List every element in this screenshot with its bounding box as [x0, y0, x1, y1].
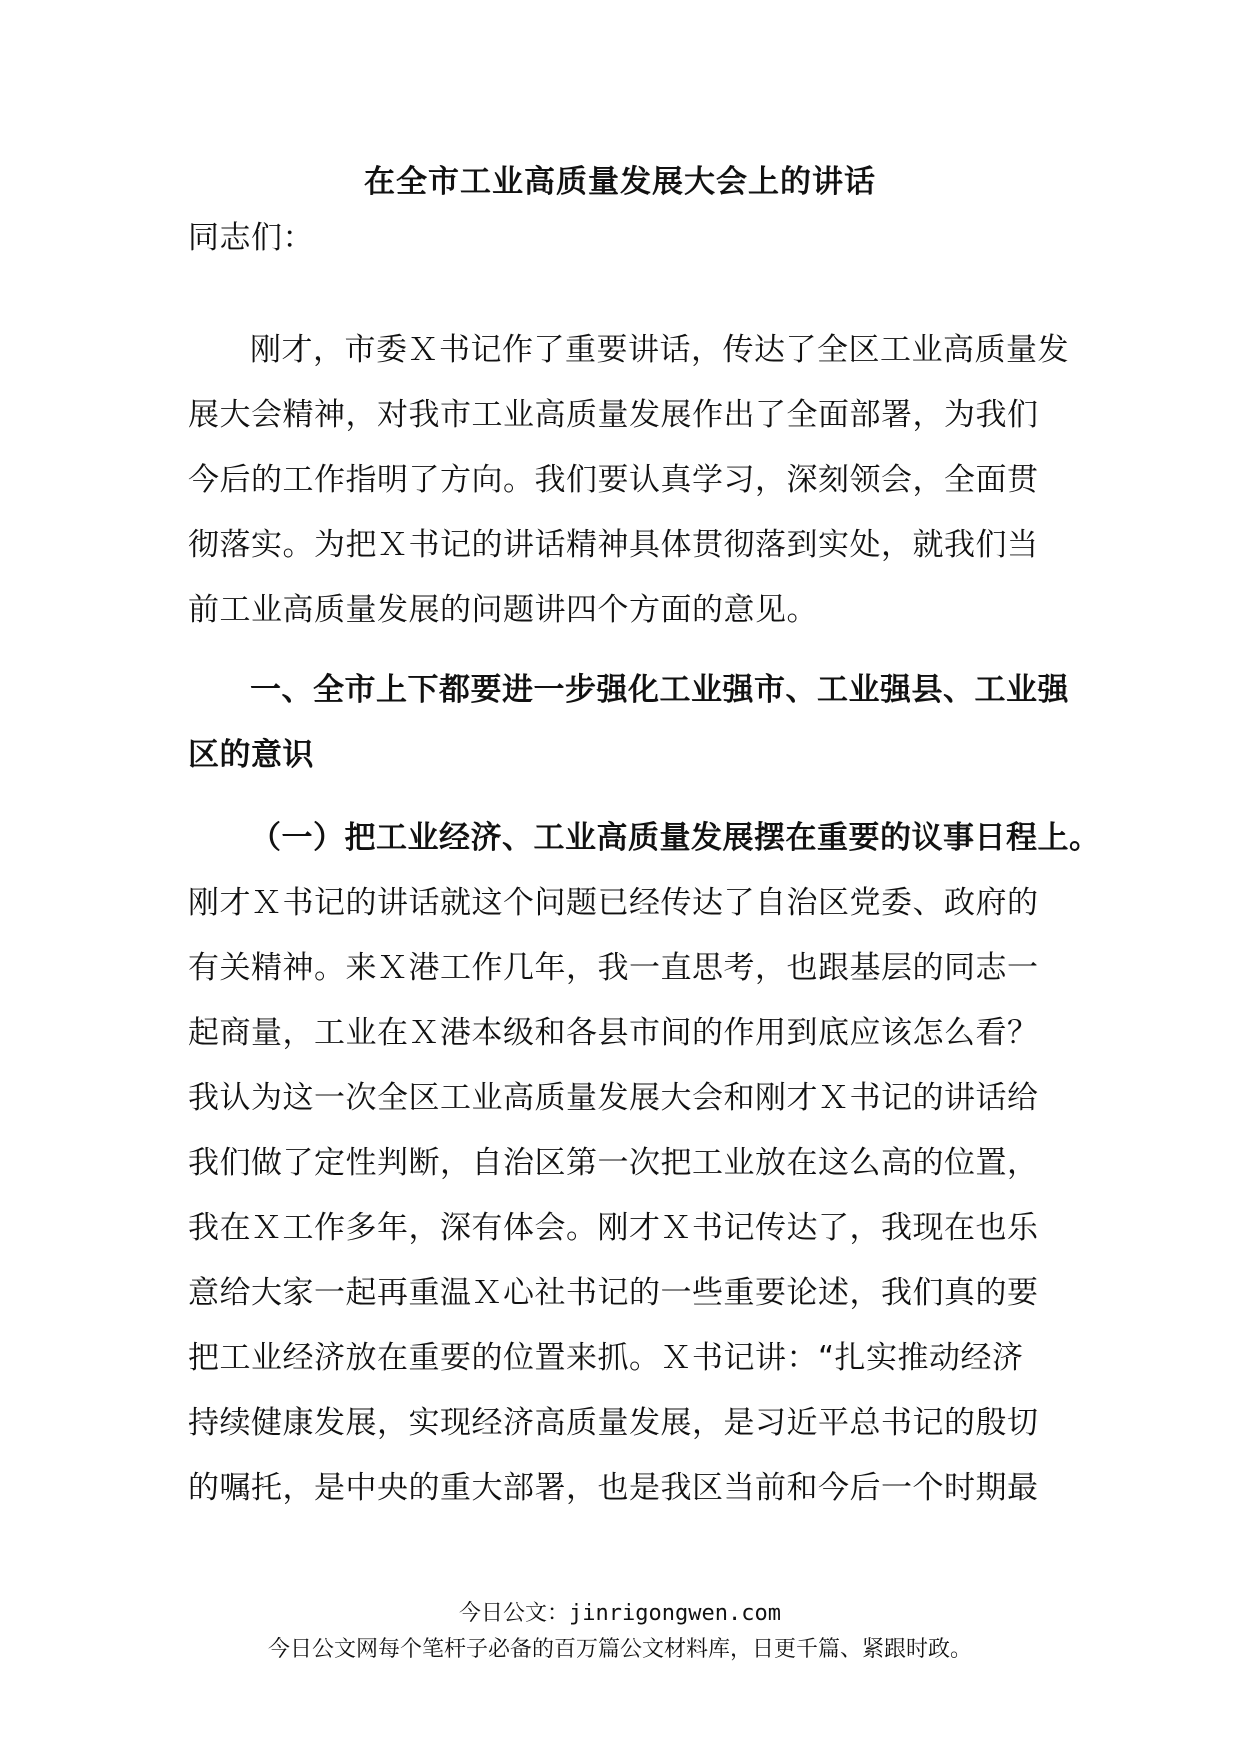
- paragraph-line: 持续健康发展，实现经济高质量发展，是习近平总书记的殷切: [188, 1405, 1039, 1441]
- greeting: 同志们：: [188, 220, 314, 256]
- paragraph-line: 我在Ｘ工作多年，深有体会。刚才Ｘ书记传达了，我现在也乐: [188, 1210, 1039, 1246]
- footer-tagline: 今日公文网每个笔杆子必备的百万篇公文材料库，日更千篇、紧跟时政。: [267, 1637, 972, 1662]
- heading-line: 区的意识: [188, 737, 314, 773]
- footer-source: [0, 1598, 1240, 1630]
- paragraph-line: 前工业高质量发展的问题讲四个方面的意见。: [188, 592, 818, 628]
- subheading: （一）把工业经济、工业高质量发展摆在重要的议事日程上。: [250, 820, 1101, 856]
- paragraph-line: 我们做了定性判断，自治区第一次把工业放在这么高的位置，: [188, 1145, 1039, 1181]
- paragraph-line: 刚才Ｘ书记的讲话就这个问题已经传达了自治区党委、政府的: [188, 885, 1039, 921]
- paragraph-line: 彻落实。为把Ｘ书记的讲话精神具体贯彻落到实处，就我们当: [188, 527, 1039, 563]
- paragraph-line: 起商量，工业在Ｘ港本级和各县市间的作用到底应该怎么看？: [188, 1015, 1039, 1051]
- document-title: 在全市工业高质量发展大会上的讲话: [364, 164, 876, 200]
- paragraph-line: 有关精神。来Ｘ港工作几年，我一直思考，也跟基层的同志一: [188, 950, 1039, 986]
- paragraph-intro: [188, 318, 1068, 643]
- paragraph-section-1-1: [188, 806, 1101, 1521]
- paragraph-line: 展大会精神，对我市工业高质量发展作出了全面部署，为我们: [188, 397, 1039, 433]
- paragraph-line: 我认为这一次全区工业高质量发展大会和刚才Ｘ书记的讲话给: [188, 1080, 1039, 1116]
- heading-line: 一、全市上下都要进一步强化工业强市、工业强县、工业强: [250, 672, 1069, 708]
- paragraph-line: 刚才，市委Ｘ书记作了重要讲话，传达了全区工业高质量发: [250, 332, 1069, 368]
- footer-link[interactable]: jinrigongwen.com: [569, 1601, 781, 1626]
- paragraph-line: 今后的工作指明了方向。我们要认真学习，深刻领会，全面贯: [188, 462, 1039, 498]
- section-heading-1: [188, 658, 1068, 788]
- footer-label: 今日公文：: [459, 1601, 570, 1626]
- paragraph-line: 意给大家一起再重温Ｘ心社书记的一些重要论述，我们真的要: [188, 1275, 1039, 1311]
- paragraph-line: 的嘱托，是中央的重大部署，也是我区当前和今后一个时期最: [188, 1470, 1039, 1506]
- paragraph-line: 把工业经济放在重要的位置来抓。Ｘ书记讲：“扎实推动经济: [188, 1340, 1024, 1376]
